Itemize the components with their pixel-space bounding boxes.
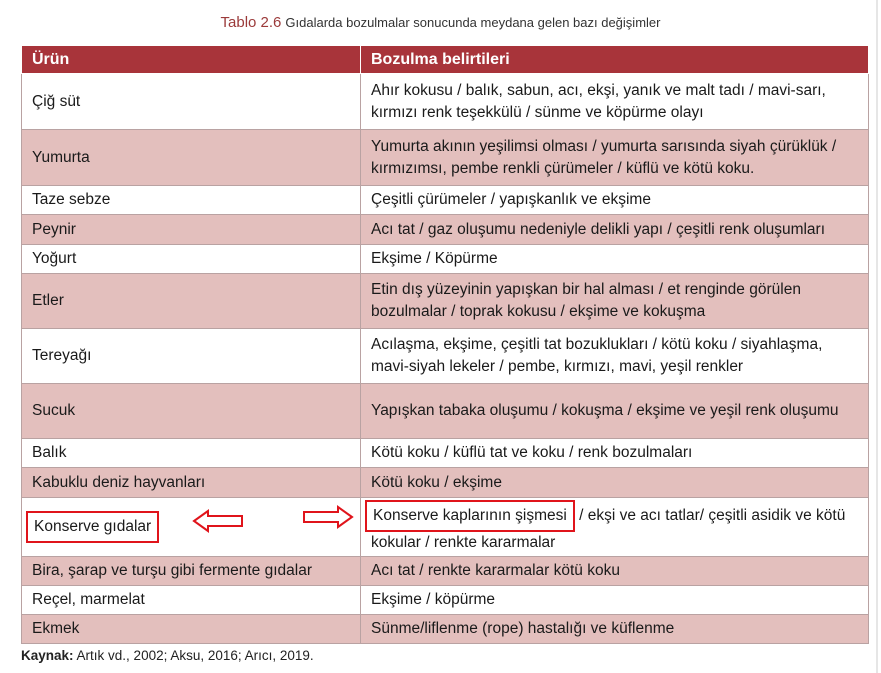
source-note: [21, 648, 314, 663]
signs-cell: Acı tat / renkte kararmalar kötü koku: [361, 557, 869, 586]
table-row: [22, 245, 869, 274]
signs-cell: Ahır kokusu / balık, sabun, acı, ekşi, yanık ve malt tadı / mavi-sarı, kırmızı renk teşekkülü / sünme ve köpürme olayı: [361, 74, 869, 130]
product-cell: Tereyağı: [22, 329, 361, 384]
signs-cell: Yumurta akının yeşilimsi olması / yumurta sarısında siyah çürüklük / kırmızımsı, pembe renkli çürümeler / küflü ve kötü koku.: [361, 130, 869, 186]
product-cell: Ekmek: [22, 615, 361, 644]
table-row: [22, 439, 869, 468]
table-caption: [0, 14, 881, 31]
signs-highlight-box: Konserve kaplarının şişmesi: [365, 500, 575, 532]
product-cell: Peynir: [22, 215, 361, 245]
product-cell: Balık: [22, 439, 361, 468]
table-number: Tablo 2.6: [220, 14, 282, 31]
header-product: Ürün: [22, 46, 361, 74]
product-cell: Sucuk: [22, 384, 361, 439]
product-cell: Taze sebze: [22, 186, 361, 215]
table-row: [22, 586, 869, 615]
table-row: [22, 274, 869, 329]
product-cell: Reçel, marmelat: [22, 586, 361, 615]
spoilage-table: [21, 45, 869, 644]
signs-cell: Acı tat / gaz oluşumu nedeniyle delikli yapı / çeşitli renk oluşumları: [361, 215, 869, 245]
signs-cell: Çeşitli çürümeler / yapışkanlık ve ekşime: [361, 186, 869, 215]
signs-cell: Kötü koku / küflü tat ve koku / renk bozulmaları: [361, 439, 869, 468]
signs-cell: Kötü koku / ekşime: [361, 468, 869, 498]
table-row: [22, 557, 869, 586]
table-row: [22, 329, 869, 384]
product-cell: Yoğurt: [22, 245, 361, 274]
table-row: [22, 130, 869, 186]
table-row: [22, 215, 869, 245]
source-text: Artık vd., 2002; Aksu, 2016; Arıcı, 2019.: [76, 648, 314, 663]
signs-cell: Sünme/liflenme (rope) hastalığı ve küflenme: [361, 615, 869, 644]
signs-cell: [361, 498, 869, 557]
product-cell: Kabuklu deniz hayvanları: [22, 468, 361, 498]
product-cell: Çiğ süt: [22, 74, 361, 130]
signs-rest: / ekşi ve acı tatlar/ çeşitli asidik ve kötü kokular / renkte kararmalar: [371, 507, 846, 551]
arrow-left-icon: [192, 509, 244, 533]
table-row: [22, 615, 869, 644]
product-cell: Bira, şarap ve turşu gibi fermente gıdalar: [22, 557, 361, 586]
signs-cell: Acılaşma, ekşime, çeşitli tat bozuklukları / kötü koku / siyahlaşma, mavi-siyah lekeler / pembe, kırmızı, mavi, yeşil renkler: [361, 329, 869, 384]
signs-cell: Etin dış yüzeyinin yapışkan bir hal alması / et renginde görülen bozulmalar / toprak kokusu / ekşime ve kokuşma: [361, 274, 869, 329]
table-row: [22, 384, 869, 439]
table-row: [22, 468, 869, 498]
source-label: Kaynak:: [21, 648, 74, 663]
table-title: Gıdalarda bozulmalar sonucunda meydana gelen bazı değişimler: [285, 15, 661, 30]
table-row: [22, 186, 869, 215]
product-cell: Yumurta: [22, 130, 361, 186]
product-highlight-box: Konserve gıdalar: [26, 511, 159, 543]
header-signs: Bozulma belirtileri: [361, 46, 869, 74]
signs-cell: Ekşime / Köpürme: [361, 245, 869, 274]
table-row: [22, 74, 869, 130]
arrow-right-icon: [302, 505, 354, 529]
product-cell: Etler: [22, 274, 361, 329]
table-row-highlighted: [22, 498, 869, 557]
table-header-row: [22, 46, 869, 74]
signs-cell: Ekşime / köpürme: [361, 586, 869, 615]
page-edge-divider: [876, 0, 878, 673]
signs-cell: Yapışkan tabaka oluşumu / kokuşma / ekşime ve yeşil renk oluşumu: [361, 384, 869, 439]
